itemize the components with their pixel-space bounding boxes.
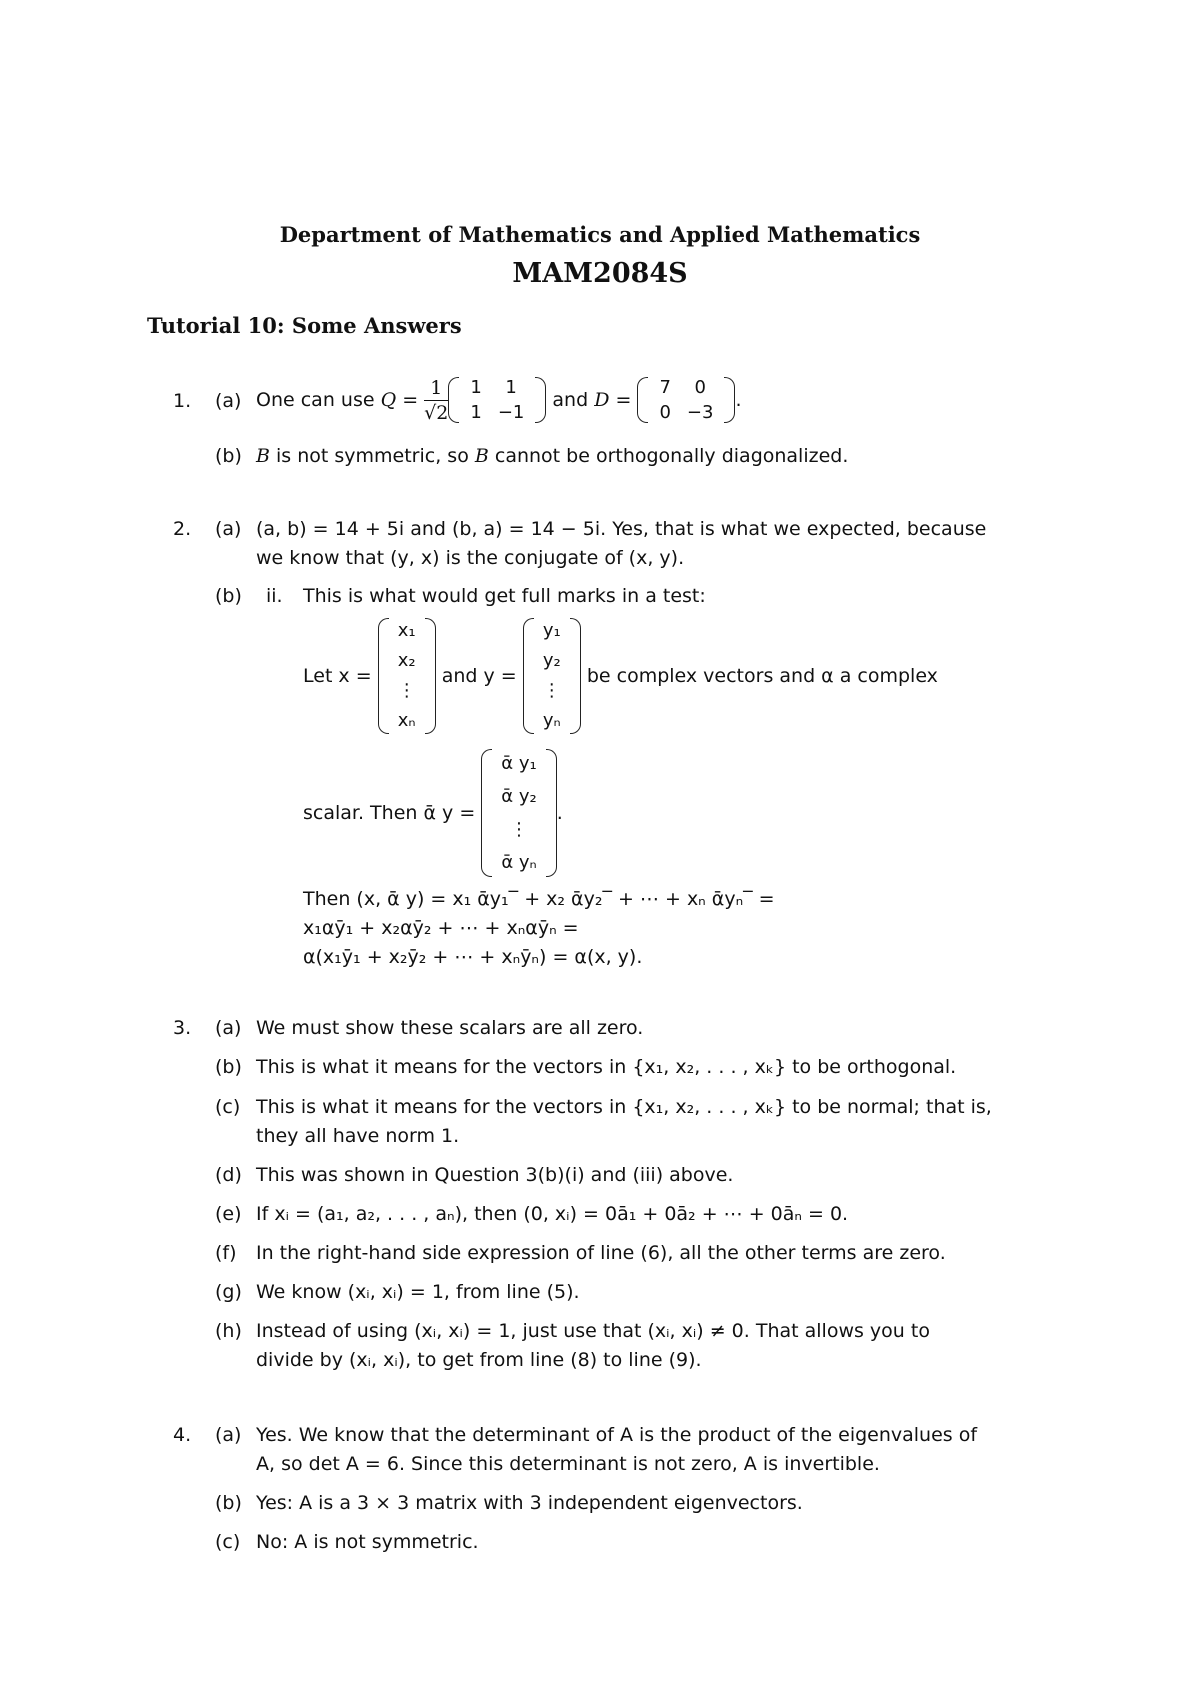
department-heading: Department of Mathematics and Applied Mathematics xyxy=(279,222,921,247)
q2-b-intro: This is what would get full marks in a test: xyxy=(303,585,706,607)
matrix-q-cell: 1 xyxy=(470,402,482,423)
q2-b-scalar-then: scalar. Then ᾱ y = xyxy=(303,802,476,824)
q3-item-text: We know (xᵢ, xᵢ) = 1, from line (5). xyxy=(256,1281,580,1303)
q2-b-complex-text: be complex vectors and α a complex xyxy=(586,665,938,687)
alpha-y-entry: ᾱ y₁ xyxy=(501,753,537,774)
q1-a-equals: = xyxy=(396,389,425,411)
q4-item-text: Yes. We know that the determinant of A is the product of the eigenvalues of xyxy=(256,1424,978,1446)
q1-b-answer xyxy=(256,445,848,467)
matrix-q-cell: 1 xyxy=(470,377,482,398)
alpha-y-vector xyxy=(481,747,556,879)
question-3-number: 3. xyxy=(173,1017,192,1039)
q2-a-line-2: we know that (y, x) is the conjugate of (x, y). xyxy=(256,547,685,569)
q3-item-text: divide by (xᵢ, xᵢ), to get from line (8) to line (9). xyxy=(256,1349,702,1371)
q3-item-label: (g) xyxy=(215,1281,242,1303)
alpha-y-entry: ⋮ xyxy=(510,819,529,840)
q4-item-label: (a) xyxy=(215,1424,242,1446)
q2-b-then-line-1: Then (x, ᾱ y) = x₁ ᾱy₁‾ + x₂ ᾱy₂‾ + ⋯ + xₙ ᾱyₙ‾ = xyxy=(303,888,775,910)
x-vector-entry: ⋮ xyxy=(397,680,416,701)
q3-item-text: In the right-hand side expression of line (6), all the other terms are zero. xyxy=(256,1242,946,1264)
q3-item-label: (b) xyxy=(215,1056,242,1078)
q2-b-then-line-3: α(x₁ȳ₁ + x₂ȳ₂ + ⋯ + xₙȳₙ) = α(x, y). xyxy=(303,946,643,968)
x-vector xyxy=(378,616,436,736)
question-1-number: 1. xyxy=(173,390,192,412)
q1-a-period: . xyxy=(735,389,742,411)
q2-b-alpha-y-line xyxy=(303,744,563,882)
q4-item-text: No: A is not symmetric. xyxy=(256,1531,479,1553)
q1-a-matrix-q xyxy=(448,375,546,425)
question-2-number: 2. xyxy=(173,518,192,540)
y-vector xyxy=(523,616,581,736)
course-code: MAM2084S xyxy=(512,258,688,289)
alpha-y-entry: ᾱ yₙ xyxy=(501,852,537,873)
q1-a-frac-denominator: √2 xyxy=(424,401,449,424)
q1-a-and: and xyxy=(552,389,589,411)
q1-b-b-symbol: B xyxy=(256,445,270,467)
q1-b-label: (b) xyxy=(215,445,242,467)
y-vector-entry: y₁ xyxy=(542,620,561,641)
y-vector-entry: yₙ xyxy=(542,710,561,731)
q3-item-text: If xᵢ = (a₁, a₂, . . . , aₙ), then (0, xᵢ) = 0ā₁ + 0ā₂ + ⋯ + 0āₙ = 0. xyxy=(256,1203,849,1225)
y-vector-entry: ⋮ xyxy=(542,680,561,701)
q4-item-text: A, so det A = 6. Since this determinant is not zero, A is invertible. xyxy=(256,1453,880,1475)
q1-a-matrix-d xyxy=(637,375,735,425)
q1-a-fraction xyxy=(424,376,448,425)
q1-b-text-2: cannot be orthogonally diagonalized. xyxy=(488,445,849,467)
q1-a-d-symbol: D xyxy=(594,389,610,411)
q1-a-text: One can use xyxy=(256,389,375,411)
q4-item-label: (b) xyxy=(215,1492,242,1514)
question-4-number: 4. xyxy=(173,1424,192,1446)
x-vector-entry: x₁ xyxy=(397,620,416,641)
q1-a-label: (a) xyxy=(215,390,242,412)
matrix-d-cell: 0 xyxy=(694,377,706,398)
y-vector-entry: y₂ xyxy=(542,650,561,671)
matrix-d-cell: 7 xyxy=(659,377,671,398)
tutorial-title: Tutorial 10: Some Answers xyxy=(147,313,462,338)
q1-b-text-1: is not symmetric, so xyxy=(269,445,475,467)
q2-b-vectors-line xyxy=(303,610,938,742)
q2-b-then-line-2: x₁αȳ₁ + x₂αȳ₂ + ⋯ + xₙαȳₙ = xyxy=(303,917,579,939)
q3-item-label: (c) xyxy=(215,1096,241,1118)
matrix-d-cell: −3 xyxy=(686,402,714,423)
q2-b-and-y: and y = xyxy=(441,665,517,687)
x-vector-entry: x₂ xyxy=(397,650,416,671)
q3-item-label: (a) xyxy=(215,1017,242,1039)
q3-item-text: This was shown in Question 3(b)(i) and (iii) above. xyxy=(256,1164,734,1186)
q2-b-label: (b) xyxy=(215,585,242,607)
q3-item-text: We must show these scalars are all zero. xyxy=(256,1017,644,1039)
q3-item-label: (f) xyxy=(215,1242,237,1264)
q3-item-label: (e) xyxy=(215,1203,242,1225)
q3-item-text: they all have norm 1. xyxy=(256,1125,460,1147)
matrix-d-cell: 0 xyxy=(659,402,671,423)
q3-item-text: This is what it means for the vectors in {x₁, x₂, . . . , xₖ} to be normal; that is, xyxy=(256,1096,992,1118)
q2-b-let-x: Let x = xyxy=(303,665,372,687)
x-vector-entry: xₙ xyxy=(397,710,416,731)
q4-item-label: (c) xyxy=(215,1531,241,1553)
q3-item-label: (h) xyxy=(215,1320,242,1342)
q1-a-frac-numerator: 1 xyxy=(424,376,448,401)
q3-item-label: (d) xyxy=(215,1164,242,1186)
q2-a-label: (a) xyxy=(215,518,242,540)
q2-b-sub-label: ii. xyxy=(266,585,283,607)
q2-a-line-1: (a, b) = 14 + 5i and (b, a) = 14 − 5i. Yes, that is what we expected, because xyxy=(256,518,987,540)
q1-b-b-symbol: B xyxy=(474,445,489,467)
q1-a-answer: One can use Q = $\frac{1}{√2}$ 1 1 1 −1 and D = 7 0 0 −3 . xyxy=(256,376,742,424)
q2-b-alpha-period: . xyxy=(556,802,563,824)
q3-item-text: Instead of using (xᵢ, xᵢ) = 1, just use that (xᵢ, xᵢ) ≠ 0. That allows you to xyxy=(256,1320,930,1342)
q3-item-text: This is what it means for the vectors in {x₁, x₂, . . . , xₖ} to be orthogonal. xyxy=(256,1056,957,1078)
q4-item-text: Yes: A is a 3 × 3 matrix with 3 independent eigenvectors. xyxy=(256,1492,803,1514)
alpha-y-entry: ᾱ y₂ xyxy=(501,786,537,807)
matrix-q-cell: −1 xyxy=(497,402,525,423)
matrix-q-cell: 1 xyxy=(505,377,517,398)
q1-a-q-symbol: Q xyxy=(380,389,397,411)
